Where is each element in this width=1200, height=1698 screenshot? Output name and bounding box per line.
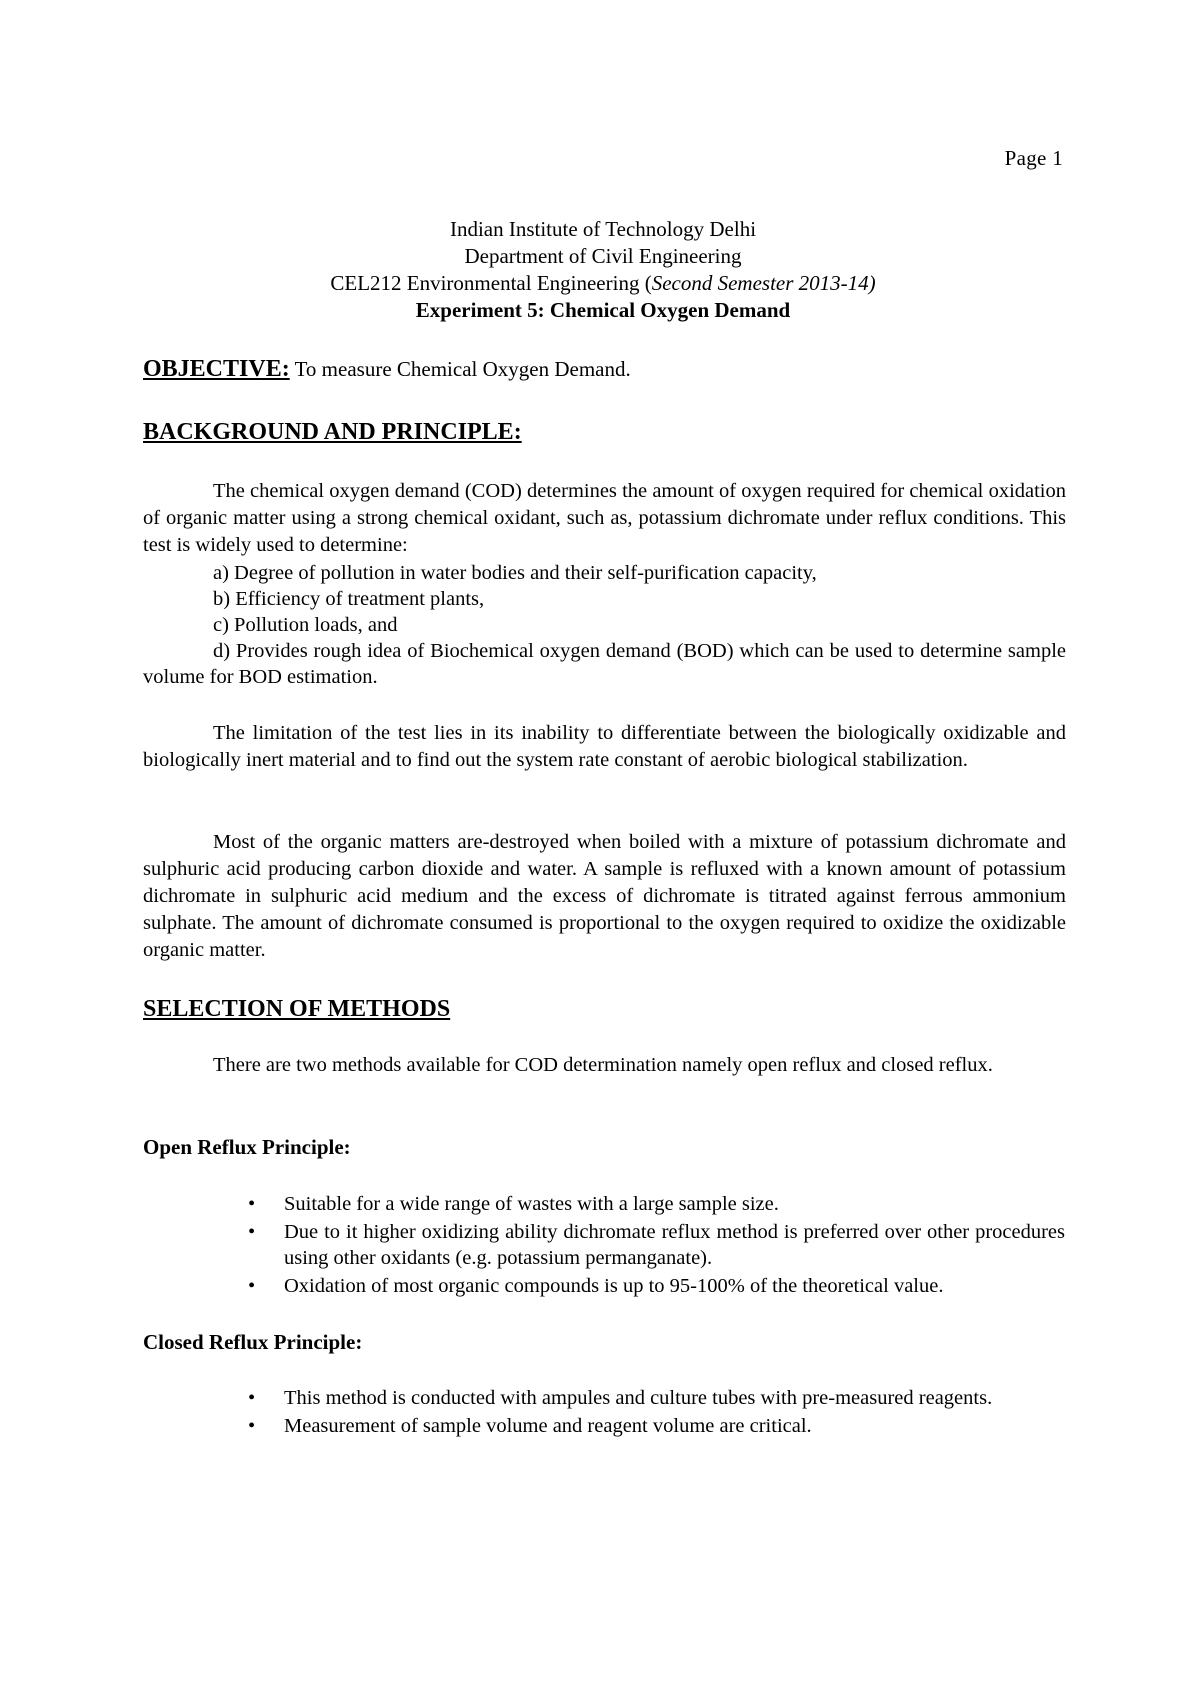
semester: Second Semester 2013-14) (651, 271, 876, 295)
open-reflux-list (245, 1191, 1065, 1301)
list-item-b: b) Efficiency of treatment plants, (213, 588, 485, 610)
objective-label: OBJECTIVE: (143, 356, 290, 382)
course-line (143, 270, 1063, 297)
closed-reflux-heading: Closed Reflux Principle: (143, 1330, 363, 1354)
institute-name: Indian Institute of Technology Delhi (449, 217, 757, 241)
list-item: • Oxidation of most organic compounds is up to 95-100% of the theoretical value. (248, 1275, 944, 1297)
methods-heading: SELECTION OF METHODS (143, 996, 451, 1022)
objective (143, 355, 631, 383)
document-header (143, 216, 1063, 324)
background-heading: BACKGROUND AND PRINCIPLE: (143, 419, 522, 445)
background-paragraph-1: The chemical oxygen demand (COD) determines the amount of oxygen required for chemical oxidation of organic matter using a strong chemical oxidant, such as, potassium dichromate under reflux conditions. This test is widely used to determine: (143, 480, 1066, 556)
list-item-a: a) Degree of pollution in water bodies and their self-purification capacity, (213, 562, 817, 584)
background-paragraph-3: Most of the organic matters are-destroyed when boiled with a mixture of potassium dichromate and sulphuric acid producing carbon dioxide and water. A sample is refluxed with a known amount of potassium dichromate in sulphuric acid medium and the excess of dichromate is titrated against ferrous ammonium sulphate. The amount of dichromate consumed is proportional to the oxygen required to oxidize the oxidizable organic matter. (143, 831, 1066, 961)
experiment-title: Experiment 5: Chemical Oxygen Demand (415, 298, 791, 322)
bullet-glyph: • (248, 1193, 256, 1215)
list-item: • Due to it higher oxidizing ability dichromate reflux method is preferred over other procedures using other oxidants (e.g. potassium permanganate). (248, 1221, 1065, 1269)
list-item-c: c) Pollution loads, and (213, 614, 398, 636)
closed-reflux-list (245, 1385, 1065, 1441)
list-item: • Measurement of sample volume and reagent volume are critical. (248, 1415, 812, 1437)
objective-text: To measure Chemical Oxygen Demand. (289, 357, 631, 381)
course-name: CEL212 Environmental Engineering ( (330, 271, 652, 295)
bullet-glyph: • (248, 1387, 256, 1409)
list-item: • Suitable for a wide range of wastes with a large sample size. (248, 1193, 779, 1215)
bullet-glyph: • (248, 1275, 256, 1297)
open-reflux-heading: Open Reflux Principle: (143, 1135, 351, 1159)
list-item-d: d) Provides rough idea of Biochemical oxygen demand (BOD) which can be used to determine sample volume for BOD estimation. (143, 640, 1066, 688)
background-paragraph-2: The limitation of the test lies in its inability to differentiate between the biologically oxidizable and biologically inert material and to find out the system rate constant of aerobic biological stabilization. (143, 722, 1066, 771)
list-item: • This method is conducted with ampules and culture tubes with pre-measured reagents. (248, 1387, 993, 1409)
department-name: Department of Civil Engineering (464, 244, 742, 268)
bullet-glyph: • (248, 1415, 256, 1437)
methods-intro: There are two methods available for COD determination namely open reflux and closed reflux. (213, 1054, 993, 1076)
page-number: Page 1 (1004, 146, 1063, 170)
bullet-glyph: • (248, 1221, 256, 1243)
